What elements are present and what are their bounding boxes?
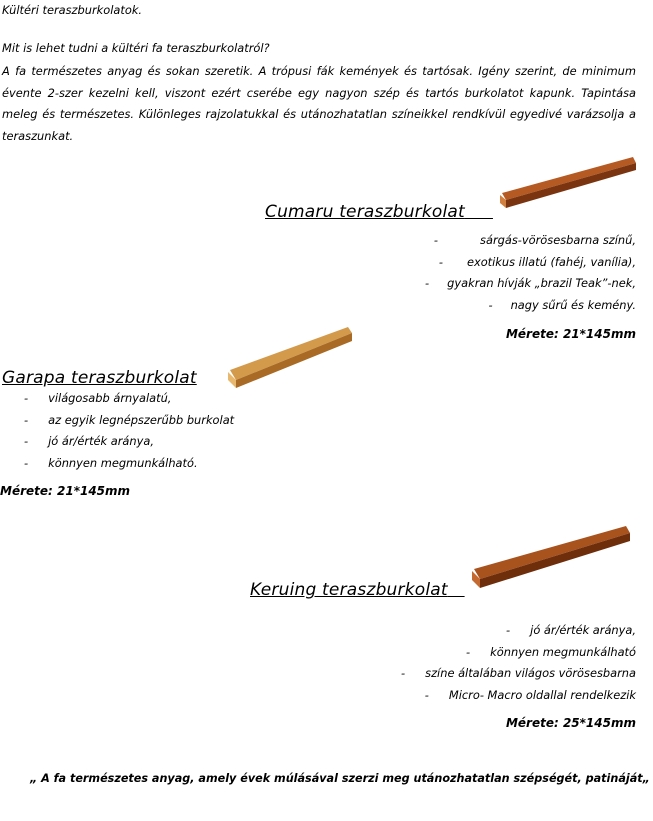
document-title: Kültéri teraszburkolatok. (2, 3, 143, 17)
intro-question: Mit is lehet tudni a kültéri fa teraszburkolatról? (2, 41, 270, 55)
cumaru-heading: Cumaru teraszburkolat (265, 202, 465, 222)
closing-quote: „ A fa természetes anyag, amely évek múlásával szerzi meg utánozhatatlan szépségét, patináját„ (30, 772, 650, 785)
garapa-heading: Garapa teraszburkolat (2, 368, 197, 388)
keruing-plank-image (470, 523, 632, 591)
intro-paragraph: A fa természetes anyag és sokan szeretik. A trópusi fák kemények és tartósak. Igény szerint, de minimum évente 2-szer kezelni kell, viszont ezért cserébe egy nagyon szép és tartós burkolatot kapunk. Tapintása meleg és természetes. Különleges rajzolatukkal és utánozhatatlan színeikkel rendkívül egyedivé varázsolja a teraszunkat. (2, 64, 636, 143)
list-item: - az egyik legnépszerűbb burkolat (24, 412, 235, 427)
list-item: - Micro- Macro oldallal rendelkezik (424, 687, 636, 702)
list-item: - sárgás-vörösesbarna színű, (433, 233, 636, 247)
garapa-feature-list (24, 388, 234, 474)
list-item: - könnyen megmunkálható (466, 644, 636, 659)
keruing-plank-side (480, 533, 630, 588)
cumaru-feature-list (425, 230, 636, 316)
list-item: - színe általában világos vörösesbarna (401, 666, 636, 680)
garapa-size: Mérete: 21*145mm (0, 484, 131, 498)
garapa-plank-image (226, 325, 356, 390)
list-item: - jó ár/érték aránya, (24, 434, 154, 448)
keruing-plank-top (474, 526, 630, 579)
cumaru-size: Mérete: 21*145mm (505, 327, 636, 341)
keruing-size: Mérete: 25*145mm (505, 716, 636, 730)
cumaru-plank-top (502, 157, 636, 200)
list-item: - világosabb árnyalatú, (24, 391, 172, 405)
list-item: - gyakran hívják „brazil Teak”-nek, (425, 276, 636, 290)
cumaru-plank-image (498, 155, 638, 215)
keruing-feature-list (401, 620, 636, 706)
garapa-plank-side (236, 333, 352, 388)
keruing-heading: Keruing teraszburkolat (250, 580, 448, 600)
garapa-plank-top (230, 327, 352, 380)
list-item: - könnyen megmunkálható. (24, 455, 198, 470)
list-item: - jó ár/érték aránya, (506, 623, 636, 637)
list-item: - nagy sűrű és kemény. (488, 297, 636, 312)
cumaru-plank-side (506, 163, 636, 208)
list-item: - exotikus illatú (fahéj, vanília), (438, 254, 636, 269)
